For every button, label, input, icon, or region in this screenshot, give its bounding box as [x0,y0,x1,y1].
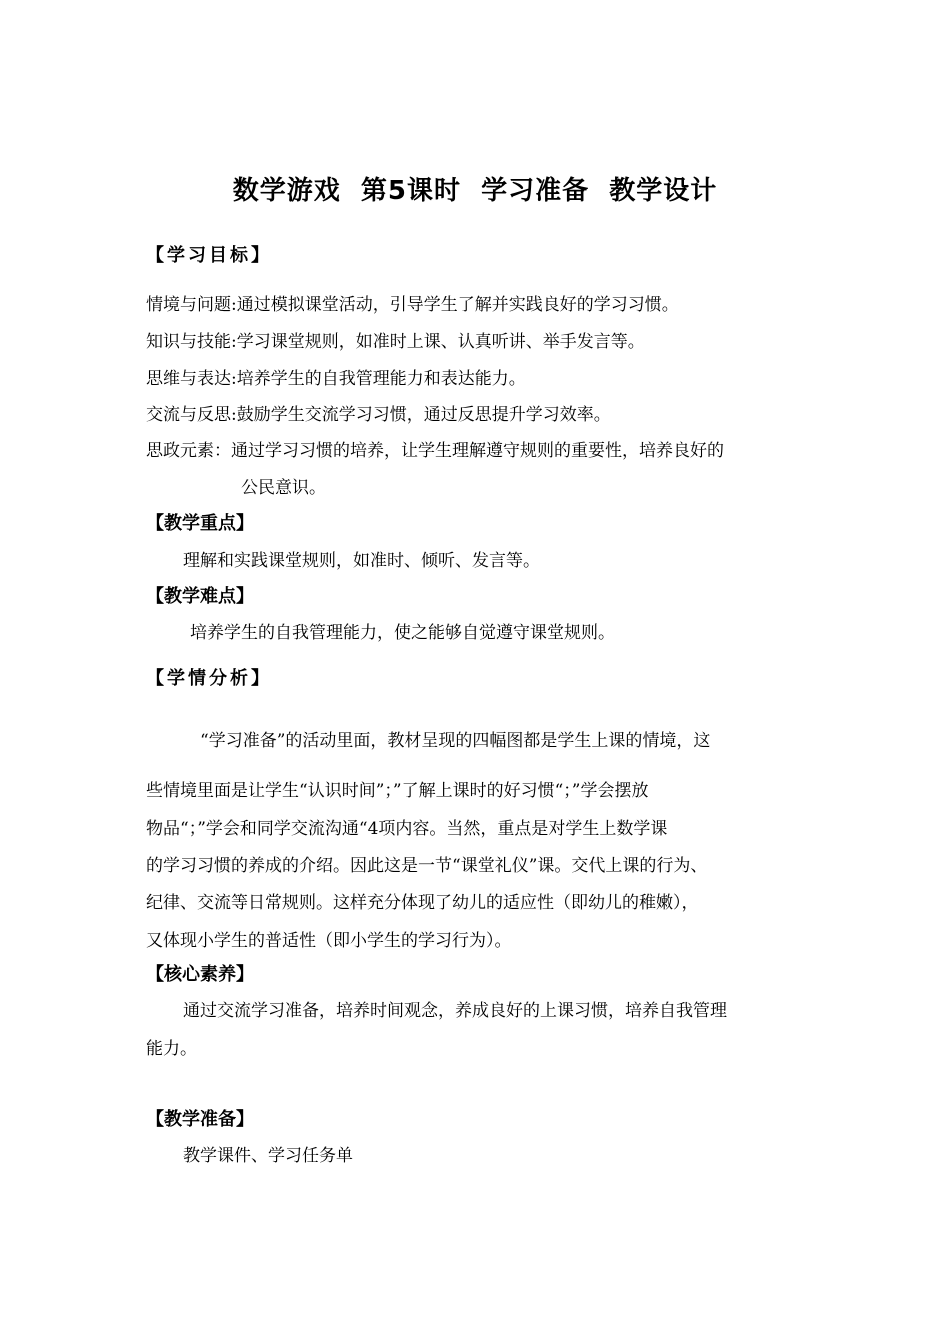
objective-item: 思政元素：通过学习习惯的培养，让学生理解遵守规则的重要性，培养良好的 [146,441,724,461]
objective-item: 交流与反思:鼓励学生交流学习习惯，通过反思提升学习效率。 [146,405,611,425]
difficulties-heading: 【教学难点】 [146,586,254,607]
objective-continuation: 公民意识。 [241,478,326,498]
objective-item: 情境与问题:通过模拟课堂活动，引导学生了解并实践良好的学习习惯。 [146,295,679,315]
objectives-heading: 【学习目标】 [146,245,272,266]
analysis-line: 纪律、交流等日常规则。这样充分体现了幼儿的适应性（即幼儿的稚嫩）， [146,893,699,913]
objective-item: 思维与表达:培养学生的自我管理能力和表达能力。 [146,369,526,389]
preparation-text: 教学课件、学习任务单 [183,1146,353,1166]
preparation-heading: 【教学准备】 [146,1109,254,1130]
document-title: 数学游戏 第5课时 学习准备 教学设计 [232,176,718,206]
analysis-line: 又体现小学生的普适性（即小学生的学习行为）。 [146,931,512,951]
analysis-line: 物品“；”学会和同学交流沟通“4项内容。当然，重点是对学生上数学课 [146,819,668,839]
key-points-text: 理解和实践课堂规则，如准时、倾听、发言等。 [183,551,540,571]
analysis-line: 的学习习惯的养成的介绍。因此这是一节“课堂礼仪”课。交代上课的行为、 [146,856,708,876]
core-literacy-line: 能力。 [146,1039,197,1059]
difficulties-text: 培养学生的自我管理能力，使之能够自觉遵守课堂规则。 [190,623,615,643]
analysis-line: 些情境里面是让学生“认识时间”；”了解上课时的好习惯“；”学会摆放 [146,781,649,801]
core-literacy-heading: 【核心素养】 [146,964,254,985]
objective-item: 知识与技能:学习课堂规则，如准时上课、认真听讲、举手发言等。 [146,332,645,352]
core-literacy-line: 通过交流学习准备，培养时间观念，养成良好的上课习惯，培养自我管理 [183,1001,727,1021]
analysis-line: “学习准备”的活动里面，教材呈现的四幅图都是学生上课的情境，这 [200,731,711,751]
key-points-heading: 【教学重点】 [146,513,254,534]
analysis-heading: 【学情分析】 [146,668,272,689]
